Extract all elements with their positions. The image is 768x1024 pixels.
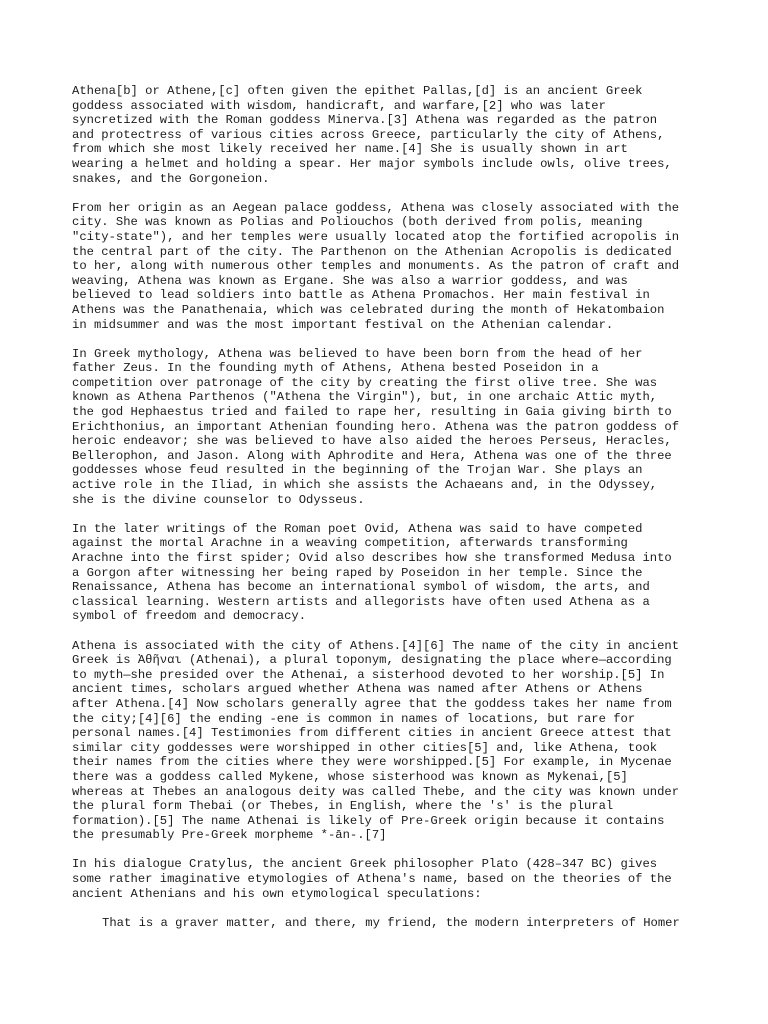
paragraph-mythology: In Greek mythology, Athena was believed to have been born from the head of her father Zeus. In the founding myth of Athens, Athena bested Poseidon in a competition over patronage of the city by creating the first olive tree. She was known as Athena Parthenos ("Athena the Virgin"), but, in one archaic Attic myth, the god Hephaestus tried and failed to rape her, resulting in Gaia giving birth to Erichthonius, an important Athenian founding hero. Athena was the patron goddess of heroic endeavor; she was believed to have also aided the heroes Perseus, Heracles, Bellerophon, and Jason. Along with Aphrodite and Hera, Athena was one of the three goddesses whose feud resulted in the beginning of the Trojan War. She plays an active role in the Iliad, in which she assists the Achaeans and, in the Odyssey, she is the divine counselor to Odysseus. <box>72 346 680 507</box>
paragraph-etymology: Athena is associated with the city of Athens.[4][6] The name of the city in ancient Greek is Ἀθῆναι (Athenai), a plural toponym, designating the place where—according to myth—she presided over the Athenai, a sisterhood devoted to her worship.[5] In ancient times, scholars argued whether Athena was named after Athens or Athens after Athena.[4] Now scholars generally agree that the goddess takes her name from the city;[4][6] the ending -ene is common in names of locations, but rare for personal names.[4] Testimonies from different cities in ancient Greece attest that similar city goddesses were worshipped in other cities[5] and, like Athena, took their names from the cities where they were worshipped.[5] For example, in Mycenae there was a goddess called Mykene, whose sisterhood was known as Mykenai,[5] whereas at Thebes an analogous deity was called Thebe, and the city was known under the plural form Thebai (or Thebes, in English, where the 's' is the plural formation).[5] The name Athenai is likely of Pre-Greek origin because it contains the presumably Pre-Greek morpheme *-ān-.[7] <box>72 638 680 843</box>
block-quote: That is a graver matter, and there, my friend, the modern interpreters of Homer <box>102 915 680 930</box>
paragraph-intro: Athena[b] or Athene,[c] often given the epithet Pallas,[d] is an ancient Greek goddess associated with wisdom, handicraft, and warfare,[2] who was later syncretized with the Roman goddess Minerva.[3] Athena was regarded as the patron and protectress of various cities across Greece, particularly the city of Athens, from which she most likely received her name.[4] She is usually shown in art wearing a helmet and holding a spear. Her major symbols include owls, olive trees, snakes, and the Gorgoneion. <box>72 84 672 186</box>
document-page <box>72 84 700 930</box>
paragraph-cratylus: In his dialogue Cratylus, the ancient Greek philosopher Plato (428–347 BC) gives some rather imaginative etymologies of Athena's name, based on the theories of the ancient Athenians and his own etymological speculations: <box>72 857 672 901</box>
paragraph-origin: From her origin as an Aegean palace goddess, Athena was closely associated with the city. She was known as Polias and Poliouchos (both derived from polis, meaning "city-state"), and her temples were usually located atop the fortified acropolis in the central part of the city. The Parthenon on the Athenian Acropolis is dedicated to her, along with numerous other temples and monuments. As the patron of craft and weaving, Athena was known as Ergane. She was also a warrior goddess, and was believed to lead soldiers into battle as Athena Promachos. Her main festival in Athens was the Panathenaia, which was celebrated during the month of Hekatombaion in midsummer and was the most important festival on the Athenian calendar. <box>72 200 680 332</box>
paragraph-ovid: In the later writings of the Roman poet Ovid, Athena was said to have competed against the mortal Arachne in a weaving competition, afterwards transforming Arachne into the first spider; Ovid also describes how she transformed Medusa into a Gorgon after witnessing her being raped by Poseidon in her temple. Since the Renaissance, Athena has become an international symbol of wisdom, the arts, and classical learning. Western artists and allegorists have often used Athena as a symbol of freedom and democracy. <box>72 521 672 624</box>
